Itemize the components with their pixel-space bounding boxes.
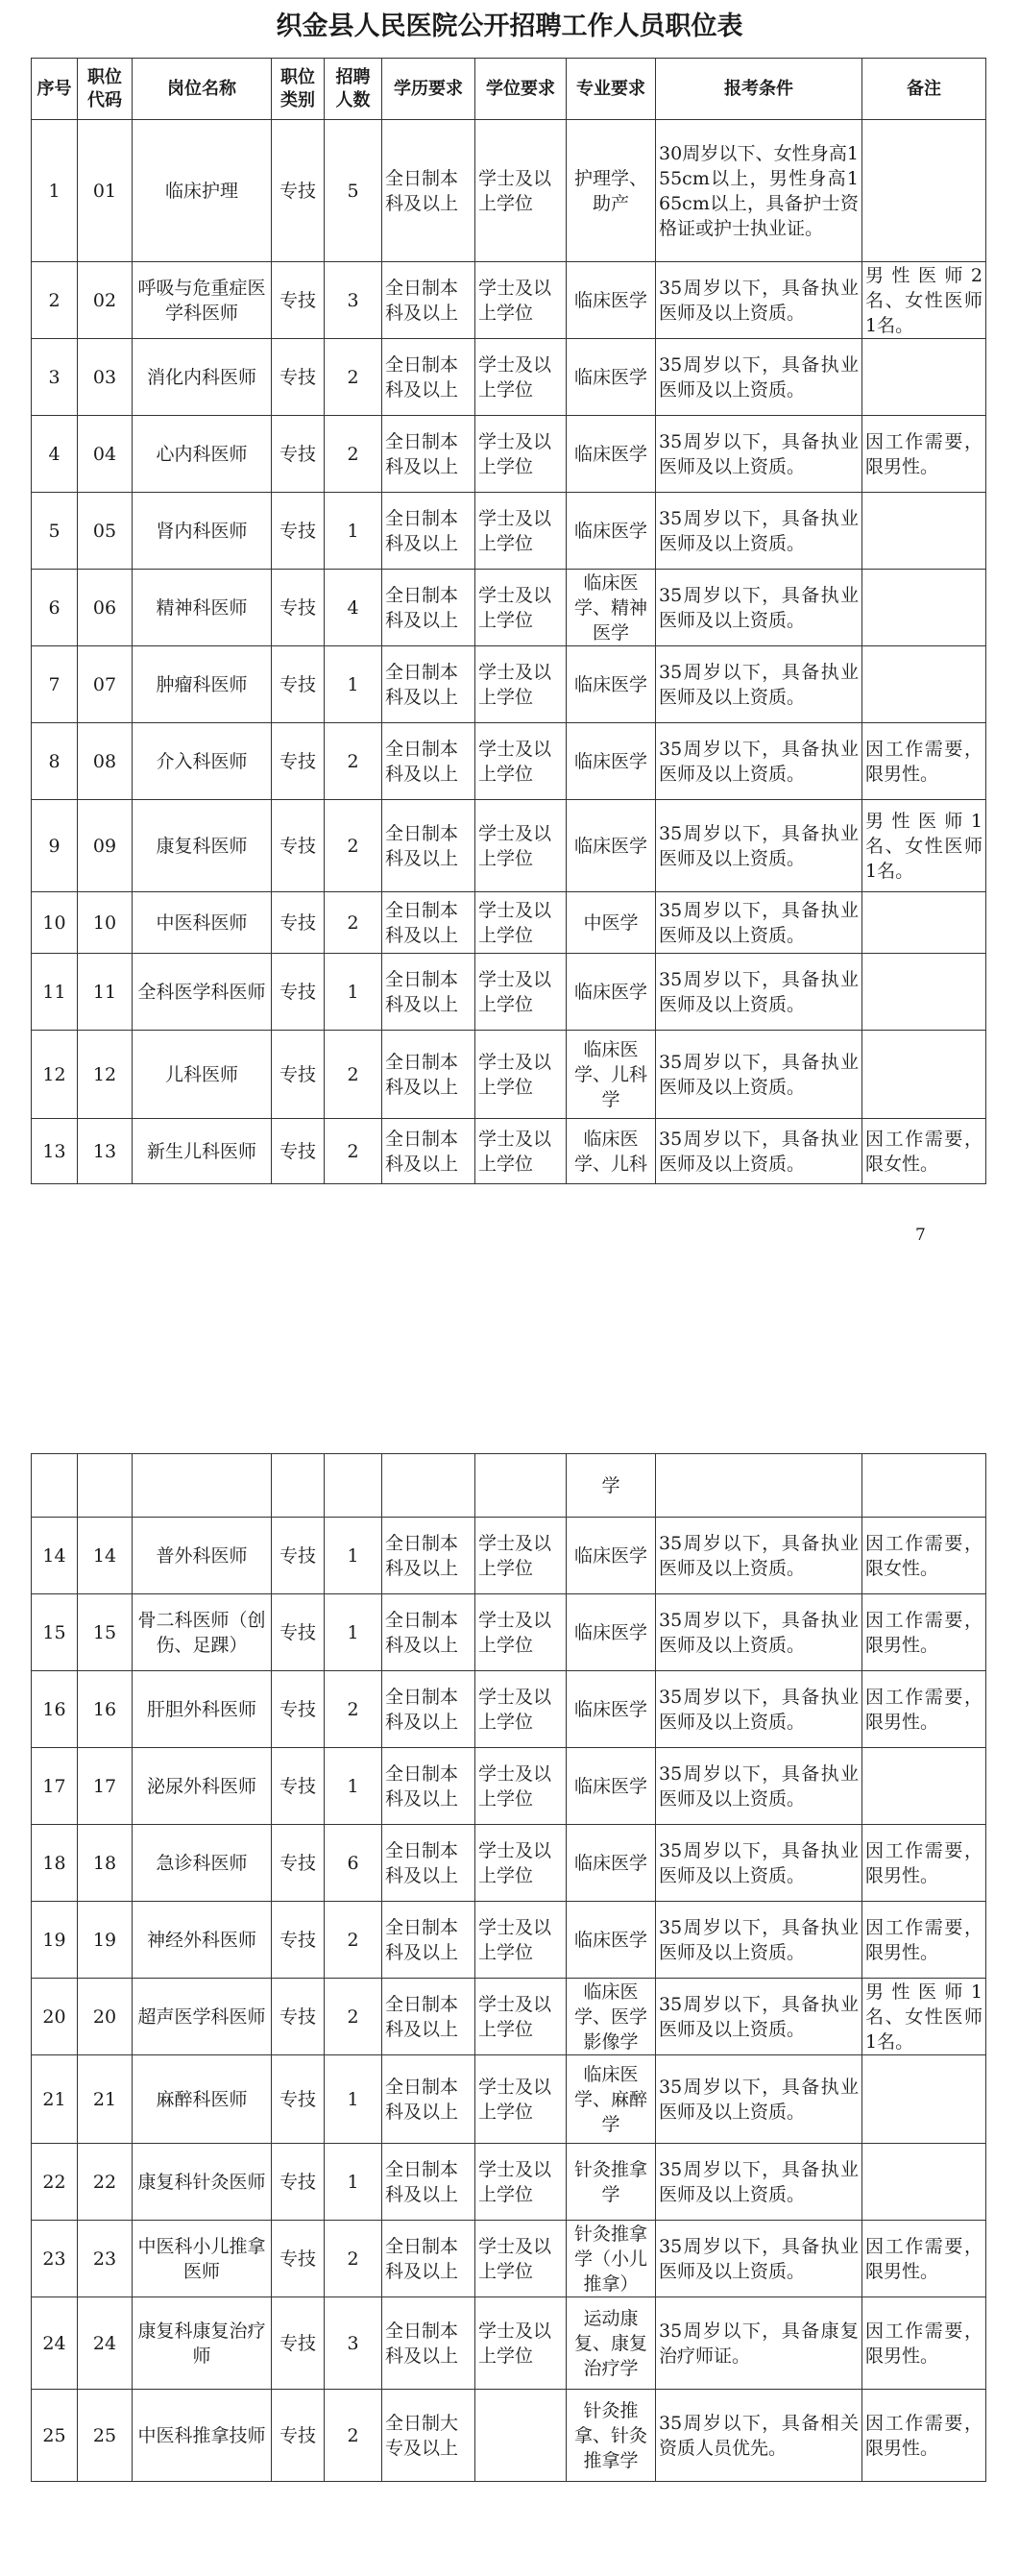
- cell-edu: 全日制本科及以上: [382, 2297, 475, 2390]
- cell-seq: 4: [32, 416, 78, 493]
- cell-note: [862, 892, 986, 954]
- cell-edu: 全日制本科及以上: [382, 1671, 475, 1748]
- cell-major: 临床医学、精神医学: [567, 570, 656, 646]
- cell-degree: 学士及以上学位: [475, 1119, 567, 1184]
- cell-name: 肾内科医师: [133, 493, 272, 570]
- header-cond: 报考条件: [656, 59, 862, 120]
- cell-cond: 35周岁以下，具备执业医师及以上资质。: [656, 1031, 862, 1119]
- cell-name: 肝胆外科医师: [133, 1671, 272, 1748]
- cell-name: 康复科康复治疗师: [133, 2297, 272, 2390]
- cell-note: [862, 646, 986, 723]
- table-row: [32, 262, 986, 339]
- header-note: 备注: [862, 59, 986, 120]
- cell-name: 临床护理: [133, 120, 272, 262]
- cell-edu: 全日制本科及以上: [382, 1518, 475, 1594]
- table-row: [32, 1671, 986, 1748]
- table-row: [32, 723, 986, 800]
- cell-major: 临床医学: [567, 1825, 656, 1902]
- cell-edu: 全日制本科及以上: [382, 120, 475, 262]
- cell-name: 精神科医师: [133, 570, 272, 646]
- cell-edu: 全日制本科及以上: [382, 1748, 475, 1825]
- cell-cond: 35周岁以下，具备执业医师及以上资质。: [656, 2144, 862, 2221]
- header-row: [32, 59, 986, 120]
- cell-degree: 学士及以上学位: [475, 1031, 567, 1119]
- cell-code: 21: [78, 2055, 133, 2144]
- cell-major: 临床医学: [567, 723, 656, 800]
- cell-cond: 35周岁以下，具备执业医师及以上资质。: [656, 339, 862, 416]
- cell-cond: 35周岁以下，具备执业医师及以上资质。: [656, 2055, 862, 2144]
- cell-category: 专技: [272, 1119, 325, 1184]
- cell-note: 因工作需要，限男性。: [862, 2221, 986, 2297]
- cell-note: 因工作需要，限男性。: [862, 2297, 986, 2390]
- cell-category: 专技: [272, 1031, 325, 1119]
- cell-edu: 全日制大专及以上: [382, 2390, 475, 2482]
- table-row: [32, 570, 986, 646]
- cell-category: 专技: [272, 2055, 325, 2144]
- cell-seq: 13: [32, 1119, 78, 1184]
- header-edu: 学历要求: [382, 59, 475, 120]
- cell-name: 康复科医师: [133, 800, 272, 892]
- cell-major: 临床医学、儿科学: [567, 1031, 656, 1119]
- cell-name: 介入科医师: [133, 723, 272, 800]
- table-row: [32, 892, 986, 954]
- cell-major: 临床医学: [567, 800, 656, 892]
- cell-major: 临床医学: [567, 1902, 656, 1979]
- cell-major: 临床医学、麻醉学: [567, 2055, 656, 2144]
- cell-degree: 学士及以上学位: [475, 1825, 567, 1902]
- cell-major: 临床医学: [567, 1748, 656, 1825]
- cell-category: 专技: [272, 1825, 325, 1902]
- cell-cond: 35周岁以下，具备执业医师及以上资质。: [656, 1671, 862, 1748]
- cell-major: 中医学: [567, 892, 656, 954]
- header-seq: 序号: [32, 59, 78, 120]
- cell-seq: 12: [32, 1031, 78, 1119]
- cell-note: 因工作需要，限男性。: [862, 2390, 986, 2482]
- cell-note: 男性医师2名、女性医师1名。: [862, 262, 986, 339]
- cell-seq: 16: [32, 1671, 78, 1748]
- cell-degree: 学士及以上学位: [475, 2297, 567, 2390]
- cell-code: 22: [78, 2144, 133, 2221]
- cell-edu: 全日制本科及以上: [382, 416, 475, 493]
- cell-name: 消化内科医师: [133, 339, 272, 416]
- table-row: [32, 1825, 986, 1902]
- cell-category: 专技: [272, 2297, 325, 2390]
- cell-edu: 全日制本科及以上: [382, 570, 475, 646]
- cell-code: 24: [78, 2297, 133, 2390]
- cell-cond: 35周岁以下，具备执业医师及以上资质。: [656, 892, 862, 954]
- cell-category: 专技: [272, 120, 325, 262]
- cell-name: 超声医学科医师: [133, 1979, 272, 2055]
- cell-seq: 14: [32, 1518, 78, 1594]
- cell-note: 男性医师1名、女性医师1名。: [862, 800, 986, 892]
- cell-seq: 6: [32, 570, 78, 646]
- cell-degree: 学士及以上学位: [475, 1902, 567, 1979]
- cell-name: 中医科推拿技师: [133, 2390, 272, 2482]
- table-row: [32, 646, 986, 723]
- cell-count: 2: [325, 1671, 382, 1748]
- cell-degree: 学士及以上学位: [475, 2144, 567, 2221]
- cell-category: 专技: [272, 1594, 325, 1671]
- cell-cond: 35周岁以下，具备执业医师及以上资质。: [656, 1902, 862, 1979]
- cell-degree: 学士及以上学位: [475, 646, 567, 723]
- cell-cond: 35周岁以下，具备执业医师及以上资质。: [656, 954, 862, 1031]
- cell-category: 专技: [272, 800, 325, 892]
- job-table-page-1: [31, 58, 986, 1184]
- cell-note: 因工作需要，限女性。: [862, 1119, 986, 1184]
- cell-edu: 全日制本科及以上: [382, 1825, 475, 1902]
- cell-cond: 35周岁以下，具备执业医师及以上资质。: [656, 800, 862, 892]
- cell-category: 专技: [272, 493, 325, 570]
- table-row: [32, 339, 986, 416]
- cell-category: 专技: [272, 339, 325, 416]
- cell-count: 2: [325, 1119, 382, 1184]
- cell-degree: 学士及以上学位: [475, 1671, 567, 1748]
- cell-code: 01: [78, 120, 133, 262]
- cell-code: 17: [78, 1748, 133, 1825]
- cell-code: 07: [78, 646, 133, 723]
- cell-degree: 学士及以上学位: [475, 1594, 567, 1671]
- table-row: [32, 416, 986, 493]
- cell-code: 03: [78, 339, 133, 416]
- cell-count: 1: [325, 646, 382, 723]
- cell-code: 16: [78, 1671, 133, 1748]
- cell-name: 骨二科医师（创伤、足踝）: [133, 1594, 272, 1671]
- cell-code: 20: [78, 1979, 133, 2055]
- cell-code: 06: [78, 570, 133, 646]
- cell-seq: 19: [32, 1902, 78, 1979]
- cell-cond: 35周岁以下，具备执业医师及以上资质。: [656, 646, 862, 723]
- cell-category: 专技: [272, 1671, 325, 1748]
- cell-degree: 学士及以上学位: [475, 416, 567, 493]
- cell-code: 02: [78, 262, 133, 339]
- cell-edu: 全日制本科及以上: [382, 1119, 475, 1184]
- cell-name: 普外科医师: [133, 1518, 272, 1594]
- cell-major: 临床医学: [567, 339, 656, 416]
- cell-edu: 全日制本科及以上: [382, 262, 475, 339]
- cell-note: [862, 339, 986, 416]
- cell-major: 临床医学、儿科: [567, 1119, 656, 1184]
- cell-major: 临床医学、医学影像学: [567, 1979, 656, 2055]
- cell-category: 专技: [272, 1748, 325, 1825]
- table-row: [32, 1979, 986, 2055]
- cell-name: 呼吸与危重症医学科医师: [133, 262, 272, 339]
- cell-name: 麻醉科医师: [133, 2055, 272, 2144]
- cell-count: 2: [325, 2221, 382, 2297]
- cell-note: [862, 120, 986, 262]
- cell-note: [862, 2055, 986, 2144]
- table-row: [32, 954, 986, 1031]
- cell-major: 运动康复、康复治疗学: [567, 2297, 656, 2390]
- cell-seq: 20: [32, 1979, 78, 2055]
- table-row: [32, 120, 986, 262]
- cell-seq: 5: [32, 493, 78, 570]
- cell-name: 急诊科医师: [133, 1825, 272, 1902]
- cell-note: 因工作需要，限男性。: [862, 1594, 986, 1671]
- cell-count: 2: [325, 1031, 382, 1119]
- table-row: [32, 1594, 986, 1671]
- cell-seq: 3: [32, 339, 78, 416]
- cell-seq: 1: [32, 120, 78, 262]
- cell-seq: 22: [32, 2144, 78, 2221]
- cell-edu: 全日制本科及以上: [382, 800, 475, 892]
- cell-degree: 学士及以上学位: [475, 723, 567, 800]
- cell-seq: 15: [32, 1594, 78, 1671]
- header-count: 招聘人数: [325, 59, 382, 120]
- cell-major: 针灸推拿学: [567, 2144, 656, 2221]
- cell-degree: 学士及以上学位: [475, 1518, 567, 1594]
- cell-cond: 35周岁以下，具备执业医师及以上资质。: [656, 723, 862, 800]
- cell-major: 临床医学: [567, 262, 656, 339]
- cell-seq: 24: [32, 2297, 78, 2390]
- table-row: [32, 1518, 986, 1594]
- cell-degree: 学士及以上学位: [475, 1748, 567, 1825]
- cell-note: [862, 954, 986, 1031]
- cell-degree: 学士及以上学位: [475, 892, 567, 954]
- continued-row: [32, 1454, 986, 1518]
- cell-category: 专技: [272, 1518, 325, 1594]
- cell-code: 10: [78, 892, 133, 954]
- cell-name: 神经外科医师: [133, 1902, 272, 1979]
- cell-count: 5: [325, 120, 382, 262]
- cell-major: 针灸推拿、针灸推拿学: [567, 2390, 656, 2482]
- cell-degree: 学士及以上学位: [475, 262, 567, 339]
- cell-note: 男性医师1名、女性医师1名。: [862, 1979, 986, 2055]
- cell-seq: 21: [32, 2055, 78, 2144]
- cell-code: 19: [78, 1902, 133, 1979]
- cell-count: 2: [325, 892, 382, 954]
- table-row: [32, 1031, 986, 1119]
- cell-degree: 学士及以上学位: [475, 570, 567, 646]
- cell-code: 18: [78, 1825, 133, 1902]
- cell-note: 因工作需要，限男性。: [862, 1671, 986, 1748]
- cell-edu: 全日制本科及以上: [382, 2144, 475, 2221]
- cell-cond: 35周岁以下，具备执业医师及以上资质。: [656, 1979, 862, 2055]
- cell-category: 专技: [272, 2221, 325, 2297]
- cell-note: [862, 570, 986, 646]
- cell-seq: 9: [32, 800, 78, 892]
- cell-category: 专技: [272, 570, 325, 646]
- cell-degree: 学士及以上学位: [475, 954, 567, 1031]
- cell-count: 2: [325, 339, 382, 416]
- table-row: [32, 1748, 986, 1825]
- cell-note: [862, 1748, 986, 1825]
- cell-category: 专技: [272, 723, 325, 800]
- cell-count: 1: [325, 1748, 382, 1825]
- cell-count: 1: [325, 2144, 382, 2221]
- cell-major: 临床医学: [567, 1594, 656, 1671]
- cell-name: 心内科医师: [133, 416, 272, 493]
- cell-seq: 25: [32, 2390, 78, 2482]
- cell-degree: 学士及以上学位: [475, 2055, 567, 2144]
- header-name: 岗位名称: [133, 59, 272, 120]
- cell-degree: [475, 2390, 567, 2482]
- page-title: 织金县人民医院公开招聘工作人员职位表: [276, 12, 743, 41]
- cell-cond: 35周岁以下，具备执业医师及以上资质。: [656, 2221, 862, 2297]
- cell-cond: 30周岁以下、女性身高155cm以上，男性身高165cm以上，具备护士资格证或护士执业证。: [656, 120, 862, 262]
- cell-edu: 全日制本科及以上: [382, 493, 475, 570]
- cell-count: 2: [325, 723, 382, 800]
- cell-degree: 学士及以上学位: [475, 800, 567, 892]
- cell-seq: 18: [32, 1825, 78, 1902]
- cell-code: 11: [78, 954, 133, 1031]
- cell-seq: 11: [32, 954, 78, 1031]
- cell-seq: 10: [32, 892, 78, 954]
- cell-seq: 23: [32, 2221, 78, 2297]
- cell-code: 09: [78, 800, 133, 892]
- cell-name: 中医科医师: [133, 892, 272, 954]
- cell-note: 因工作需要，限男性。: [862, 1902, 986, 1979]
- header-major: 专业要求: [567, 59, 656, 120]
- table-row: [32, 2297, 986, 2390]
- table-row: [32, 1902, 986, 1979]
- cell-cond: 35周岁以下，具备执业医师及以上资质。: [656, 262, 862, 339]
- cell-category: 专技: [272, 2390, 325, 2482]
- cell-note: [862, 493, 986, 570]
- cell-count: 1: [325, 1594, 382, 1671]
- cell-code: 05: [78, 493, 133, 570]
- job-table-page-2: [31, 1453, 986, 2482]
- cell-category: 专技: [272, 2144, 325, 2221]
- cell-edu: 全日制本科及以上: [382, 646, 475, 723]
- cell-name: 泌尿外科医师: [133, 1748, 272, 1825]
- cell-category: 专技: [272, 416, 325, 493]
- cell-count: 2: [325, 1979, 382, 2055]
- cell-major: 临床医学: [567, 646, 656, 723]
- cell-code: 14: [78, 1518, 133, 1594]
- cell-major: 护理学、助产: [567, 120, 656, 262]
- cell-cond: 35周岁以下，具备康复治疗师证。: [656, 2297, 862, 2390]
- table-row: [32, 800, 986, 892]
- cell-seq: 7: [32, 646, 78, 723]
- cell-cond: 35周岁以下，具备执业医师及以上资质。: [656, 416, 862, 493]
- cell-code: 23: [78, 2221, 133, 2297]
- cell-count: 2: [325, 1902, 382, 1979]
- table-row: [32, 2221, 986, 2297]
- cell-count: 2: [325, 800, 382, 892]
- header-code: 职位代码: [78, 59, 133, 120]
- header-category: 职位类别: [272, 59, 325, 120]
- cell-edu: 全日制本科及以上: [382, 339, 475, 416]
- cell-cond: 35周岁以下，具备执业医师及以上资质。: [656, 570, 862, 646]
- cell-count: 4: [325, 570, 382, 646]
- cell-seq: 2: [32, 262, 78, 339]
- cell-count: 3: [325, 2297, 382, 2390]
- cell-count: 1: [325, 954, 382, 1031]
- cell-major: 临床医学: [567, 954, 656, 1031]
- cell-code: 15: [78, 1594, 133, 1671]
- cell-note: 因工作需要，限男性。: [862, 723, 986, 800]
- cell-count: 3: [325, 262, 382, 339]
- cell-edu: 全日制本科及以上: [382, 2055, 475, 2144]
- cell-cond: 35周岁以下，具备执业医师及以上资质。: [656, 1825, 862, 1902]
- cell-count: 1: [325, 2055, 382, 2144]
- cell-category: 专技: [272, 1902, 325, 1979]
- cell-cond: 35周岁以下，具备执业医师及以上资质。: [656, 1518, 862, 1594]
- cell-count: 2: [325, 416, 382, 493]
- cell-category: 专技: [272, 1979, 325, 2055]
- cell-note: 因工作需要，限女性。: [862, 1518, 986, 1594]
- cell-seq: 8: [32, 723, 78, 800]
- cell-name: 儿科医师: [133, 1031, 272, 1119]
- cell-name: 新生儿科医师: [133, 1119, 272, 1184]
- cell-code: 08: [78, 723, 133, 800]
- cell-degree: 学士及以上学位: [475, 120, 567, 262]
- cell-major: 针灸推拿学（小儿推拿）: [567, 2221, 656, 2297]
- cell-edu: 全日制本科及以上: [382, 954, 475, 1031]
- cell-major: 临床医学: [567, 1518, 656, 1594]
- cell-count: 1: [325, 493, 382, 570]
- cell-edu: 全日制本科及以上: [382, 723, 475, 800]
- cell-note: [862, 2144, 986, 2221]
- cell-degree: 学士及以上学位: [475, 493, 567, 570]
- cell-code: 13: [78, 1119, 133, 1184]
- cell-major: 临床医学: [567, 416, 656, 493]
- cell-count: 6: [325, 1825, 382, 1902]
- cell-cond: 35周岁以下，具备执业医师及以上资质。: [656, 1594, 862, 1671]
- cell-name: 全科医学科医师: [133, 954, 272, 1031]
- cell-edu: 全日制本科及以上: [382, 1902, 475, 1979]
- table-row: [32, 2144, 986, 2221]
- cell-name: 中医科小儿推拿医师: [133, 2221, 272, 2297]
- cell-edu: 全日制本科及以上: [382, 1031, 475, 1119]
- cell-name: 肿瘤科医师: [133, 646, 272, 723]
- cell-cond: 35周岁以下，具备执业医师及以上资质。: [656, 493, 862, 570]
- cell-edu: 全日制本科及以上: [382, 2221, 475, 2297]
- cell-category: 专技: [272, 892, 325, 954]
- cell-category: 专技: [272, 954, 325, 1031]
- cell-count: 2: [325, 2390, 382, 2482]
- cell-note: [862, 1031, 986, 1119]
- cell-code: 25: [78, 2390, 133, 2482]
- cell-degree: 学士及以上学位: [475, 2221, 567, 2297]
- table-row: [32, 1119, 986, 1184]
- page-number: 7: [915, 1226, 926, 1245]
- cell-edu: 全日制本科及以上: [382, 1594, 475, 1671]
- cell-note: 因工作需要，限男性。: [862, 416, 986, 493]
- cell-code: 04: [78, 416, 133, 493]
- table-row: [32, 2055, 986, 2144]
- cell-seq: 17: [32, 1748, 78, 1825]
- cell-degree: 学士及以上学位: [475, 339, 567, 416]
- cell-edu: 全日制本科及以上: [382, 1979, 475, 2055]
- cell-cond: 35周岁以下，具备执业医师及以上资质。: [656, 1119, 862, 1184]
- cell-cond: 35周岁以下，具备相关资质人员优先。: [656, 2390, 862, 2482]
- table-row: [32, 493, 986, 570]
- cell-name: 康复科针灸医师: [133, 2144, 272, 2221]
- cell-note: 因工作需要，限男性。: [862, 1825, 986, 1902]
- continued-major: 学: [567, 1454, 656, 1518]
- header-degree: 学位要求: [475, 59, 567, 120]
- cell-major: 临床医学: [567, 1671, 656, 1748]
- cell-degree: 学士及以上学位: [475, 1979, 567, 2055]
- cell-category: 专技: [272, 262, 325, 339]
- table-row: [32, 2390, 986, 2482]
- cell-major: 临床医学: [567, 493, 656, 570]
- cell-code: 12: [78, 1031, 133, 1119]
- cell-category: 专技: [272, 646, 325, 723]
- cell-count: 1: [325, 1518, 382, 1594]
- cell-cond: 35周岁以下，具备执业医师及以上资质。: [656, 1748, 862, 1825]
- cell-edu: 全日制本科及以上: [382, 892, 475, 954]
